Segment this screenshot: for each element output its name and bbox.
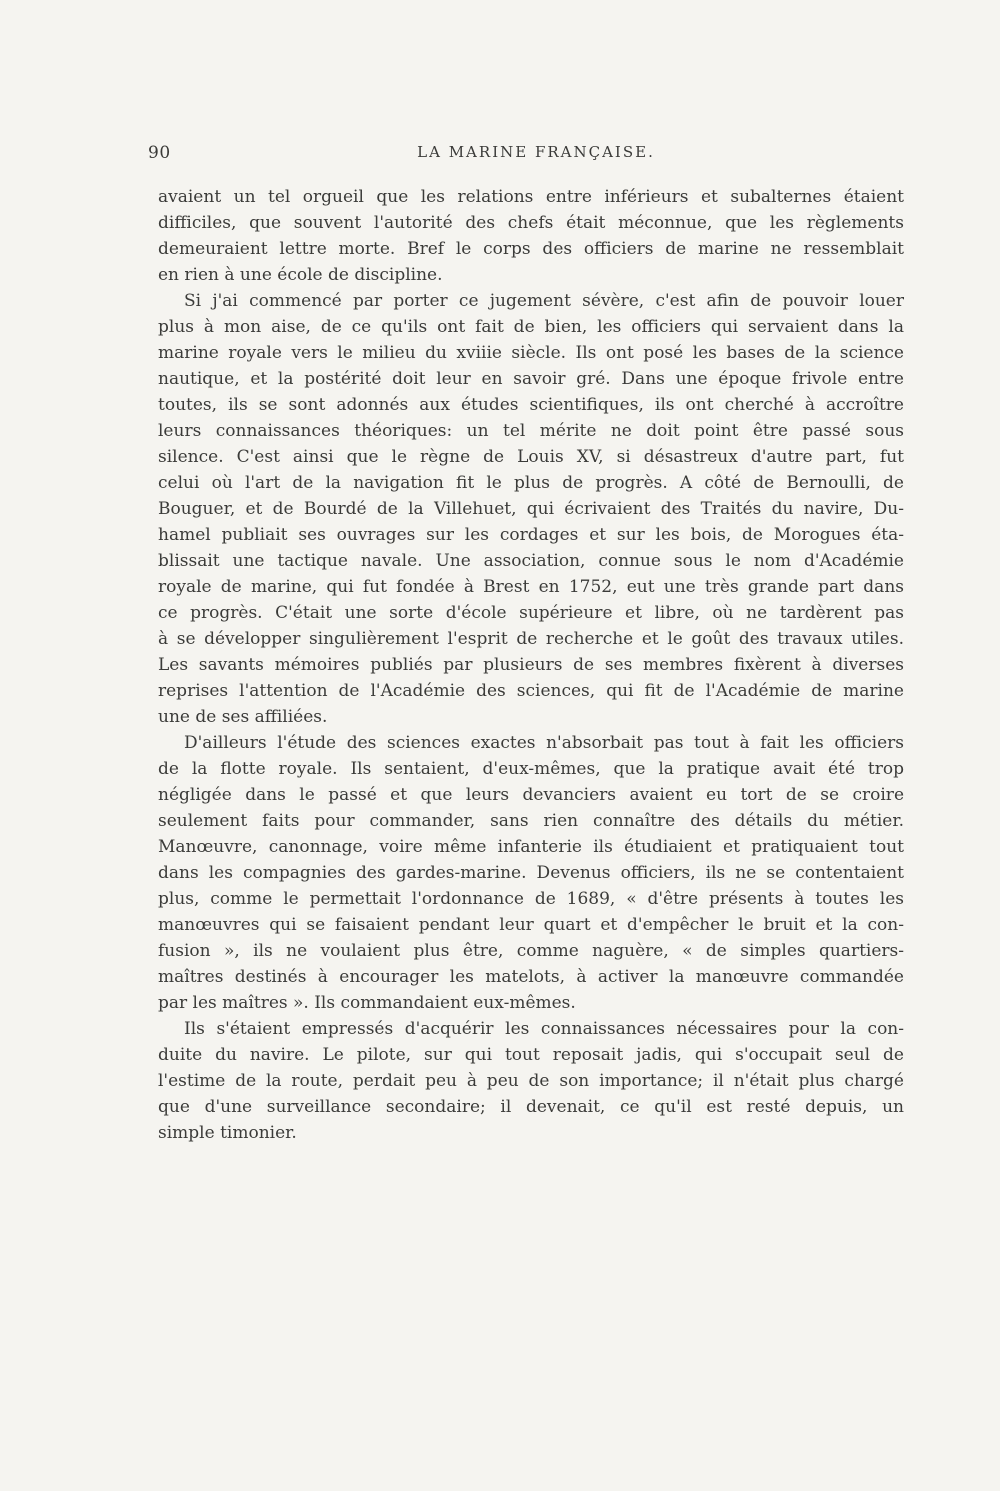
text-line: que d'une surveillance secondaire; il devenait, ce qu'il est resté depuis, un — [158, 1097, 904, 1117]
running-head — [148, 143, 904, 167]
text-line: royale de marine, qui fut fondée à Brest en 1752, eut une très grande part dans — [158, 577, 904, 597]
text-line: difficiles, que souvent l'autorité des chefs était méconnue, que les règlements — [158, 213, 904, 233]
paragraph-2 — [158, 288, 904, 730]
text-line: demeuraient lettre morte. Bref le corps des officiers de marine ne ressemblait — [158, 239, 904, 259]
text-line: de la flotte royale. Ils sentaient, d'eux-mêmes, que la pratique avait été trop — [158, 759, 904, 779]
running-title: LA MARINE FRANÇAISE. — [417, 143, 655, 161]
text-line: à se développer singulièrement l'esprit de recherche et le goût des travaux utiles. — [158, 629, 904, 649]
text-line: Les savants mémoires publiés par plusieurs de ses membres fixèrent à diverses — [158, 655, 904, 675]
text-line: hamel publiait ses ouvrages sur les cordages et sur les bois, de Morogues éta- — [158, 525, 904, 545]
text-line: manœuvres qui se faisaient pendant leur quart et d'empêcher le bruit et la con- — [158, 915, 904, 935]
text-line: leurs connaissances théoriques: un tel mérite ne doit point être passé sous — [158, 421, 904, 441]
text-line: Si j'ai commencé par porter ce jugement sévère, c'est afin de pouvoir louer — [184, 291, 904, 311]
text-line: simple timonier. — [158, 1123, 297, 1143]
text-line: avaient un tel orgueil que les relations entre inférieurs et subalternes étaient — [158, 187, 904, 207]
text-line: Bouguer, et de Bourdé de la Villehuet, qui écrivaient des Traités du navire, Du- — [158, 499, 904, 519]
paragraph-4 — [158, 1016, 904, 1146]
text-line: Manœuvre, canonnage, voire même infanterie ils étudiaient et pratiquaient tout — [158, 837, 904, 857]
text-line: par les maîtres ». Ils commandaient eux-mêmes. — [158, 993, 576, 1013]
text-line: une de ses affiliées. — [158, 707, 328, 727]
text-line: seulement faits pour commander, sans rien connaître des détails du métier. — [158, 811, 904, 831]
text-line: duite du navire. Le pilote, sur qui tout reposait jadis, qui s'occupait seul de — [158, 1045, 904, 1065]
text-line: ce progrès. C'était une sorte d'école supérieure et libre, où ne tardèrent pas — [158, 603, 904, 623]
text-line: nautique, et la postérité doit leur en savoir gré. Dans une époque frivole entre — [158, 369, 904, 389]
text-line: dans les compagnies des gardes-marine. Devenus officiers, ils ne se contentaient — [158, 863, 904, 883]
paragraph-3 — [158, 730, 904, 1016]
text-line: plus à mon aise, de ce qu'ils ont fait de bien, les officiers qui servaient dans la — [158, 317, 904, 337]
text-line: fusion », ils ne voulaient plus être, comme naguère, « de simples quartiers- — [158, 941, 904, 961]
body-text — [158, 184, 904, 1146]
text-line: celui où l'art de la navigation fit le plus de progrès. A côté de Bernoulli, de — [158, 473, 904, 493]
text-line: négligée dans le passé et que leurs devanciers avaient eu tort de se croire — [158, 785, 904, 805]
page-number: 90 — [148, 143, 171, 163]
text-line: en rien à une école de discipline. — [158, 265, 443, 285]
text-line: plus, comme le permettait l'ordonnance de 1689, « d'être présents à toutes les — [158, 889, 904, 909]
text-line: l'estime de la route, perdait peu à peu de son importance; il n'était plus chargé — [158, 1071, 904, 1091]
paragraph-1 — [158, 184, 904, 288]
text-line: silence. C'est ainsi que le règne de Louis XV, si désastreux d'autre part, fut — [158, 447, 904, 467]
text-line: toutes, ils se sont adonnés aux études scientifiques, ils ont cherché à accroître — [158, 395, 904, 415]
text-line: reprises l'attention de l'Académie des sciences, qui fit de l'Académie de marine — [158, 681, 904, 701]
text-line: marine royale vers le milieu du xviiie siècle. Ils ont posé les bases de la science — [158, 343, 904, 363]
text-line: maîtres destinés à encourager les matelots, à activer la manœuvre commandée — [158, 967, 904, 987]
text-line: blissait une tactique navale. Une association, connue sous le nom d'Académie — [158, 551, 904, 571]
text-line: D'ailleurs l'étude des sciences exactes n'absorbait pas tout à fait les officiers — [184, 733, 904, 753]
text-line: Ils s'étaient empressés d'acquérir les connaissances nécessaires pour la con- — [184, 1019, 904, 1039]
